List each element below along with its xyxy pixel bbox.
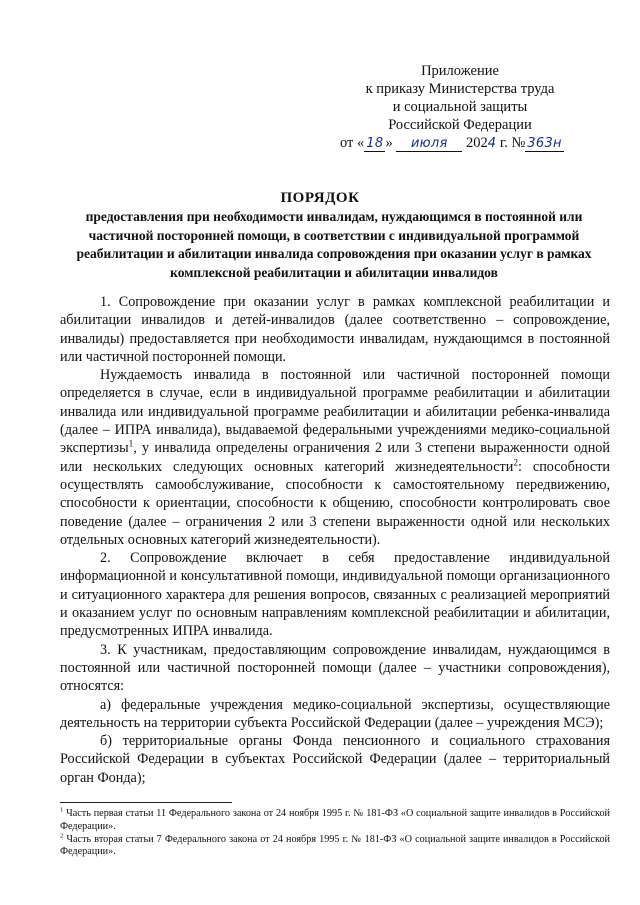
year-prefix: 202 [462,135,488,151]
footnote-ref-1: 1 [128,438,134,449]
handwritten-month: июля [396,136,462,152]
appendix-country-line: Российской Федерации [388,117,532,133]
footnote-2-text: Часть вторая статьи 7 Федерального закона от 24 ноября 1995 г. № 181-ФЗ «О социальной защите инвалидов в Российской Федерации». [60,833,610,858]
paragraph-3: 2. Сопровождение включает в себя предоставление индивидуальной информационной и консультативной помощи, индивидуальной помощи организационного и ситуационного характера для решения вопросов, связанных с реализацией мероприятий и оказанием услуг по основным направлениям комплексной реабилитации и абилитации, предусмотренных ИПРА инвалида. [60,550,610,640]
date-mid: » [385,135,397,151]
paragraph-2-part-b: , у инвалида определены ограничения 2 или 3 степени выраженности одной или нескольких следующих основных категорий жизнедеятельности [60,440,610,475]
appendix-ministry-line: и социальной защиты [392,99,528,115]
paragraph-6: б) территориальные органы Фонда пенсионного и социального страхования Российской Федерации в субъектах Российской Федерации (далее – территориальный орган Фонда); [60,733,610,786]
footnote-1-text: Часть первая статьи 11 Федерального закона от 24 ноября 1995 г. № 181-ФЗ «О социальной защите инвалидов в Российской Федерации». [60,808,610,832]
paragraph-4: 3. К участникам, предоставляющим сопровождение инвалидам, нуждающимся в постоянной или частичной посторонней помощи (далее – участники сопровождения), относятся: [60,641,610,695]
document-subtitle: предоставления при необходимости инвалидам, нуждающимся в постоянной или частичной посторонней помощи, в соответствии с индивидуальной программой реабилитации и абилитации инвалида сопровождения при оказании услуг в рамках комплексной реабилитации и абилитации инвалидов [76,209,592,280]
appendix-date-line [340,134,590,153]
year-suffix: г. № [496,135,526,151]
footnote-ref-2: 2 [513,456,518,467]
document-title: ПОРЯДОК [280,190,360,206]
footnote-2 [60,834,610,860]
paragraph-2-part-c: : способности осуществлять самообслуживание, способности к самостоятельному передвижению, способности к ориентации, способности к общению, способности контролировать свое поведение (далее – ограничения 2 или 3 степени выраженности одной или нескольких отдельных основных категорий жизнедеятельности). [60,458,610,548]
paragraph-2 [60,366,610,549]
footnote-1 [60,808,610,834]
appendix-label: Приложение [421,63,499,79]
footnote-1-mark: 1 [60,806,64,814]
appendix-header [330,62,590,153]
paragraph-2-part-a: Нуждаемость инвалида в постоянной или частичной посторонней помощи определяется в случае, если в индивидуальной программе реабилитации и абилитации инвалида или индивидуальной программе реабилитации и абилитации ребенка-инвалида (далее – ИПРА инвалида), выдаваемой федеральными учреждениями медико-социальной экспертизы [60,367,610,457]
appendix-order-line: к приказу Министерства труда [365,81,555,97]
footnotes [60,808,610,859]
handwritten-order-number: 363н [527,136,562,151]
handwritten-year-digit: 4 [487,136,497,151]
footnote-2-mark: 2 [60,832,64,840]
date-prefix: от « [340,135,365,151]
handwritten-day: 18 [366,136,384,151]
paragraph-5: а) федеральные учреждения медико-социальной экспертизы, осуществляющие деятельность на территории субъекта Российской Федерации (далее – учреждения МСЭ); [60,696,610,731]
document-body [60,293,610,787]
paragraph-1: 1. Сопровождение при оказании услуг в рамках комплексной реабилитации и абилитации инвалидов и детей-инвалидов (далее соответственно – сопровождение, инвалиды) предоставляется при необходимости инвалидам, нуждающимся в постоянной или частичной посторонней помощи. [60,294,610,365]
footnote-divider [60,802,232,803]
